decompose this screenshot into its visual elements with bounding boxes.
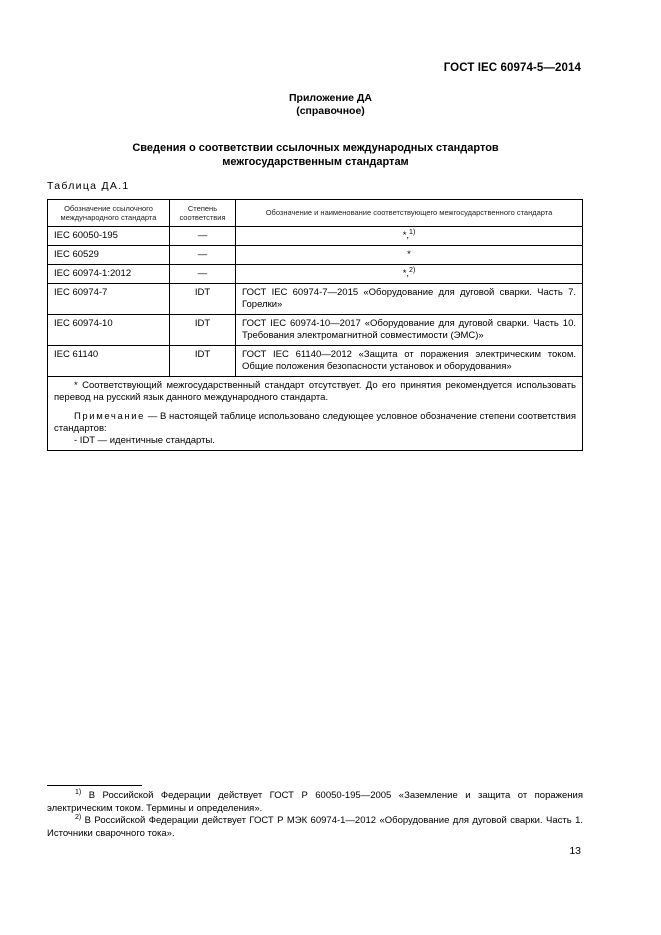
cell-degree: — [170, 246, 236, 265]
cell-ref: IEC 60974-1:2012 [48, 265, 170, 284]
star-note: * Соответствующий межгосударственный стандарт отсутствует. До его принятия рекомендуется использовать перевод на русский язык данного международного стандарта. [54, 380, 576, 403]
table-header-row [48, 200, 583, 227]
cell-standard: ГОСТ IEC 61140—2012 «Защита от поражения электрическим током. Общие положения безопасности установок и оборудования» [236, 346, 583, 377]
section-title [0, 141, 631, 169]
section-title-line2: межгосударственным стандартам [222, 156, 409, 168]
table-row [48, 346, 583, 377]
table-row [48, 246, 583, 265]
cell-degree: — [170, 265, 236, 284]
appendix-heading [0, 92, 661, 118]
cell-degree: IDT [170, 315, 236, 346]
cell-standard [236, 246, 583, 265]
star-mark: * [407, 249, 411, 260]
cell-ref: IEC 61140 [48, 346, 170, 377]
footnote-mark: 1) [75, 788, 82, 796]
table-row [48, 265, 583, 284]
section-title-line1: Сведения о соответствии ссылочных международных стандартов [132, 142, 499, 154]
cell-standard [236, 265, 583, 284]
cell-standard: ГОСТ IEC 60974-10—2017 «Оборудование для дуговой сварки. Часть 10. Требования электромагнитной совместимости (ЭМС)» [236, 315, 583, 346]
cell-ref: IEC 60974-7 [48, 284, 170, 315]
cell-standard: ГОСТ IEC 60974-7—2015 «Оборудование для дуговой сварки. Часть 7. Горелки» [236, 284, 583, 315]
header-interstate-standard: Обозначение и наименование соответствующего межгосударственного стандарта [236, 200, 583, 227]
footnote-text: В Российской Федерации действует ГОСТ Р МЭК 60974-1—2012 «Оборудование для дуговой сварки. Часть 1. Источники сварочного тока». [47, 815, 583, 839]
table-notes-row [48, 377, 583, 451]
footnote-ref: 1) [409, 228, 416, 236]
page-number: 13 [569, 845, 581, 857]
cell-ref: IEC 60529 [48, 246, 170, 265]
footnote-separator [47, 785, 142, 786]
star-mark: *, [402, 268, 410, 279]
cell-degree: IDT [170, 346, 236, 377]
footnote-text: В Российской Федерации действует ГОСТ Р 60050-195—2005 «Заземление и защита от поражения электрическим током. Термины и определения». [47, 790, 583, 814]
appendix-subtitle: (справочное) [296, 105, 365, 117]
note-label: Примечание [74, 411, 145, 422]
star-mark: *, [402, 230, 410, 241]
appendix-title: Приложение ДА [289, 92, 372, 104]
table-row [48, 227, 583, 246]
note-paragraph [54, 411, 576, 435]
footnote-mark: 2) [75, 813, 82, 821]
document-code: ГОСТ IEC 60974-5—2014 [443, 62, 581, 74]
cell-ref: IEC 60050-195 [48, 227, 170, 246]
footnote-1 [47, 790, 583, 815]
header-ref-standard: Обозначение ссылочного международного стандарта [48, 200, 170, 227]
cell-degree: — [170, 227, 236, 246]
cell-standard [236, 227, 583, 246]
standards-table [47, 199, 583, 451]
note-text: — В настоящей таблице использовано следующее условное обозначение степени соответствия стандартов: [54, 411, 576, 434]
footnote-ref: 2) [409, 266, 416, 274]
table-row [48, 284, 583, 315]
note-legend: - IDT — идентичные стандарты. [74, 435, 215, 446]
footnote-2 [47, 815, 583, 840]
cell-degree: IDT [170, 284, 236, 315]
cell-ref: IEC 60974-10 [48, 315, 170, 346]
table-notes [48, 377, 583, 451]
table-row [48, 315, 583, 346]
table-caption: Таблица ДА.1 [47, 180, 130, 192]
header-degree: Степень соответствия [170, 200, 236, 227]
